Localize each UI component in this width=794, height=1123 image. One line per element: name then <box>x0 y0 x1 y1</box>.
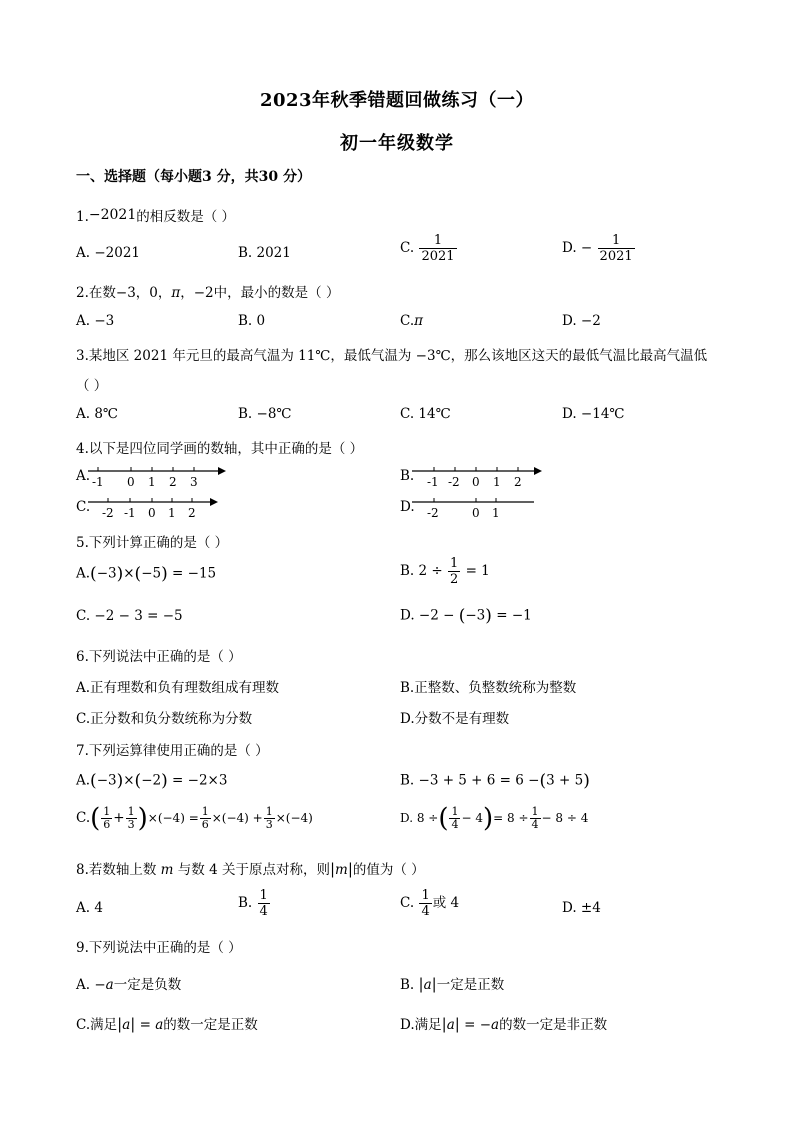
q5-d-result: = −1 <box>496 607 532 624</box>
q8-option-d[interactable]: D. ±4 <box>562 900 601 916</box>
q7-c-frac4: $\frac{1}{3}$ <box>265 805 273 831</box>
q7-d-label: D. 8 ÷ <box>400 811 439 825</box>
q4-option-b-label[interactable]: B. <box>400 468 415 484</box>
q2-c-pi: π <box>414 313 424 329</box>
q1-option-c[interactable] <box>400 233 458 264</box>
q4-c-tick: 1 <box>168 506 176 520</box>
q1-option-d[interactable] <box>562 233 636 264</box>
q9-c-label: C.满足 <box>76 1017 118 1033</box>
q4-c-tick: 2 <box>188 506 196 520</box>
q9-option-b[interactable]: B. |a|一定是正数 <box>400 975 505 993</box>
q7-c-label: C. <box>76 810 91 826</box>
q7-d-frac2: $\frac{1}{4}$ <box>531 805 539 831</box>
q1-c-fraction: $\frac{1}{2021}$ <box>421 233 455 264</box>
q4-option-a-number-line <box>86 464 226 494</box>
page-subtitle: 初一年级数学 <box>340 133 454 154</box>
q4-option-a-label[interactable]: A. <box>76 468 91 484</box>
q8-c-fraction: $\frac{1}{4}$ <box>421 888 430 919</box>
q9-d-var2: a <box>491 1017 500 1033</box>
q9-d-var: a <box>446 1017 455 1033</box>
q4-d-tick: 1 <box>492 506 500 520</box>
q9-c-text: 的数一定是正数 <box>163 1017 258 1033</box>
q9-a-var: a <box>105 977 114 993</box>
q7-d-minus: − 4 <box>461 811 483 825</box>
q4-option-d-label[interactable]: D. <box>400 499 415 515</box>
q1-value: −2021 <box>88 207 137 223</box>
q8-var-m: m <box>160 862 174 878</box>
q5-d-label: D. −2 − <box>400 607 455 624</box>
question-4: 4.以下是四位同学画的数轴，其中正确的是（ ） <box>76 441 364 457</box>
q7-option-d[interactable]: D. 8 ÷( $\frac{1}{4}$ − 4)= 8 ÷ $\frac{1}{4}$ − 8 ÷ 4 <box>400 803 589 834</box>
q5-a-left: −3 <box>96 565 117 582</box>
q1-option-a[interactable]: A. −2021 <box>76 245 140 261</box>
q6-option-a[interactable]: A.正有理数和负有理数组成有理数 <box>76 680 280 696</box>
q4-a-tick: 3 <box>190 475 198 489</box>
q9-option-d[interactable]: D.满足|a| = −a的数一定是非正数 <box>400 1015 608 1033</box>
q7-c-plus: + <box>113 810 125 826</box>
q4-a-tick: 1 <box>148 475 156 489</box>
q1-d-label: D. − <box>562 240 593 256</box>
q8-option-b[interactable] <box>238 888 271 919</box>
q3-option-d[interactable]: D. −14℃ <box>562 406 625 422</box>
q5-a-result: = −15 <box>172 565 217 582</box>
q9-c-var: a <box>122 1017 131 1033</box>
q7-d-end: − 8 ÷ 4 <box>541 811 589 825</box>
q4-c-tick: -1 <box>124 506 136 520</box>
q2-text-end: ，−2中，最小的数是（ ） <box>180 285 340 301</box>
q7-option-c[interactable]: C.( $\frac{1}{6}$ + $\frac{1}{3}$ )×(−4) = $\frac{1}{6}$ ×(−4) + $\frac{1}{3}$ ×(−4) <box>76 803 313 834</box>
q8-option-c[interactable] <box>400 888 459 919</box>
question-6: 6.下列说法中正确的是（ ） <box>76 649 242 665</box>
q4-b-tick: -2 <box>448 475 460 489</box>
q1-text: 的相反数是（ ） <box>136 209 236 225</box>
q7-c-mid2: ×(−4) + <box>211 811 263 825</box>
q9-c-var2: a <box>155 1017 164 1033</box>
q2-pi: π <box>171 285 181 301</box>
q8-abs-m: m <box>335 862 348 878</box>
q9-option-c[interactable]: C.满足|a| = a的数一定是正数 <box>76 1015 258 1033</box>
question-7: 7.下列运算律使用正确的是（ ） <box>76 743 269 759</box>
q7-option-b[interactable]: B. −3 + 5 + 6 = 6 −(3 + 5) <box>400 771 590 791</box>
q4-option-c-number-line <box>86 495 226 525</box>
q9-b-label: B. <box>400 977 415 993</box>
q2-c-label: C. <box>400 313 415 329</box>
q3-option-b[interactable]: B. −8℃ <box>238 406 292 422</box>
q4-option-b-number-line <box>410 464 550 494</box>
page-title: 2023年秋季错题回做练习（一） <box>259 90 535 111</box>
q5-option-a[interactable]: A.(−3)×(−5) = −15 <box>76 564 217 584</box>
q5-a-times: × <box>123 565 135 582</box>
q9-b-text: 一定是正数 <box>436 977 505 993</box>
section-heading: 一、选择题（每小题3 分，共30 分） <box>76 169 311 185</box>
q4-c-tick: -2 <box>102 506 114 520</box>
q7-b-label: B. −3 + 5 + 6 = 6 − <box>400 772 540 789</box>
q4-a-tick: 0 <box>127 475 135 489</box>
q4-d-tick: 0 <box>472 506 480 520</box>
q4-d-tick: -2 <box>427 506 439 520</box>
q5-b-label: B. 2 ÷ <box>400 563 443 579</box>
q8-text: 8.若数轴上数 <box>76 862 161 878</box>
q7-a-label: A. <box>76 772 91 789</box>
q9-option-a[interactable] <box>76 973 181 993</box>
q7-d-frac1: $\frac{1}{4}$ <box>451 805 459 831</box>
q8-option-a[interactable]: A. 4 <box>76 900 103 916</box>
q9-a-label: A. − <box>76 977 106 993</box>
q4-a-tick: -1 <box>92 475 104 489</box>
q9-d-text: 的数一定是非正数 <box>499 1017 608 1033</box>
q4-b-tick: -1 <box>427 475 439 489</box>
q4-a-tick: 2 <box>169 475 177 489</box>
question-2 <box>76 281 339 301</box>
q8-b-label: B. <box>238 895 253 911</box>
q7-c-frac1: $\frac{1}{6}$ <box>103 805 111 831</box>
q5-option-d[interactable]: D. −2 − (−3) = −1 <box>400 606 532 626</box>
q7-d-eq: = 8 ÷ <box>493 811 529 825</box>
question-3-paren: （ ） <box>76 378 108 394</box>
q5-b-result: = 1 <box>465 563 490 579</box>
q8-text-end: 的值为（ ） <box>352 862 425 878</box>
q3-option-a[interactable]: A. 8℃ <box>76 406 119 422</box>
q2-option-b[interactable]: B. 0 <box>238 313 266 329</box>
q5-option-b[interactable] <box>400 556 490 587</box>
q7-a-right: −2 <box>141 772 162 789</box>
q7-c-frac3: $\frac{1}{6}$ <box>201 805 209 831</box>
q2-option-a[interactable]: A. −3 <box>76 313 115 329</box>
question-8: 8.若数轴上数 m 与数 4 关于原点对称，则|m|的值为（ ） <box>76 860 425 878</box>
question-9: 9.下列说法中正确的是（ ） <box>76 940 242 956</box>
q5-a-label: A. <box>76 565 91 582</box>
q9-b-var: a <box>423 977 432 993</box>
q5-option-c[interactable]: C. −2 − 3 = −5 <box>76 608 183 624</box>
q4-option-d-number-line <box>410 495 540 525</box>
q5-d-inner: −3 <box>465 607 486 624</box>
question-5: 5.下列计算正确的是（ ） <box>76 535 229 551</box>
q5-b-fraction: $\frac{1}{2}$ <box>450 556 459 587</box>
q4-b-tick: 2 <box>514 475 522 489</box>
q1-d-fraction: $\frac{1}{2021}$ <box>599 233 633 264</box>
q7-b-inner: 3 + 5 <box>546 772 584 789</box>
q7-c-mid: ×(−4) = <box>147 811 199 825</box>
q4-b-tick: 1 <box>493 475 501 489</box>
q1-c-label: C. <box>400 240 415 256</box>
question-3: 3.某地区 2021 年元旦的最高气温为 11℃，最低气温为 −3℃，那么该地区这天的最低气温比最高气温低 <box>76 348 708 364</box>
q2-option-d[interactable]: D. −2 <box>562 313 601 329</box>
q9-d-eq: = − <box>464 1017 492 1033</box>
q9-c-eq: = <box>139 1017 151 1033</box>
q8-b-fraction: $\frac{1}{4}$ <box>259 888 268 919</box>
q4-c-tick: 0 <box>148 506 156 520</box>
q9-d-label: D.满足 <box>400 1017 442 1033</box>
q6-option-c[interactable]: C.正分数和负分数统称为分数 <box>76 711 253 727</box>
q8-c-suffix: 或 4 <box>432 895 460 911</box>
q2-option-c[interactable] <box>400 313 423 329</box>
q8-c-label: C. <box>400 895 415 911</box>
q6-option-d[interactable]: D.分数不是有理数 <box>400 711 510 727</box>
q7-c-end: ×(−4) <box>275 811 313 825</box>
q2-text: 2.在数−3，0， <box>76 285 172 301</box>
q7-a-times: × <box>123 772 135 789</box>
q4-option-c-label[interactable]: C. <box>76 499 91 515</box>
q5-a-right: −5 <box>141 565 162 582</box>
q8-text-mid: 与数 4 关于原点对称，则 <box>173 862 330 878</box>
q7-a-left: −3 <box>96 772 117 789</box>
q3-option-c[interactable]: C. 14℃ <box>400 406 451 422</box>
q1-option-b[interactable]: B. 2021 <box>238 245 291 261</box>
q9-a-text: 一定是负数 <box>113 977 182 993</box>
q4-b-tick: 0 <box>472 475 480 489</box>
q7-c-frac2: $\frac{1}{3}$ <box>127 805 135 831</box>
q6-option-b[interactable]: B.正整数、负整数统称为整数 <box>400 680 577 696</box>
question-1 <box>76 205 235 225</box>
q7-a-result: = −2×3 <box>172 772 228 789</box>
q7-option-a[interactable]: A.(−3)×(−2) = −2×3 <box>76 771 228 791</box>
q1-number: 1. <box>76 209 89 225</box>
